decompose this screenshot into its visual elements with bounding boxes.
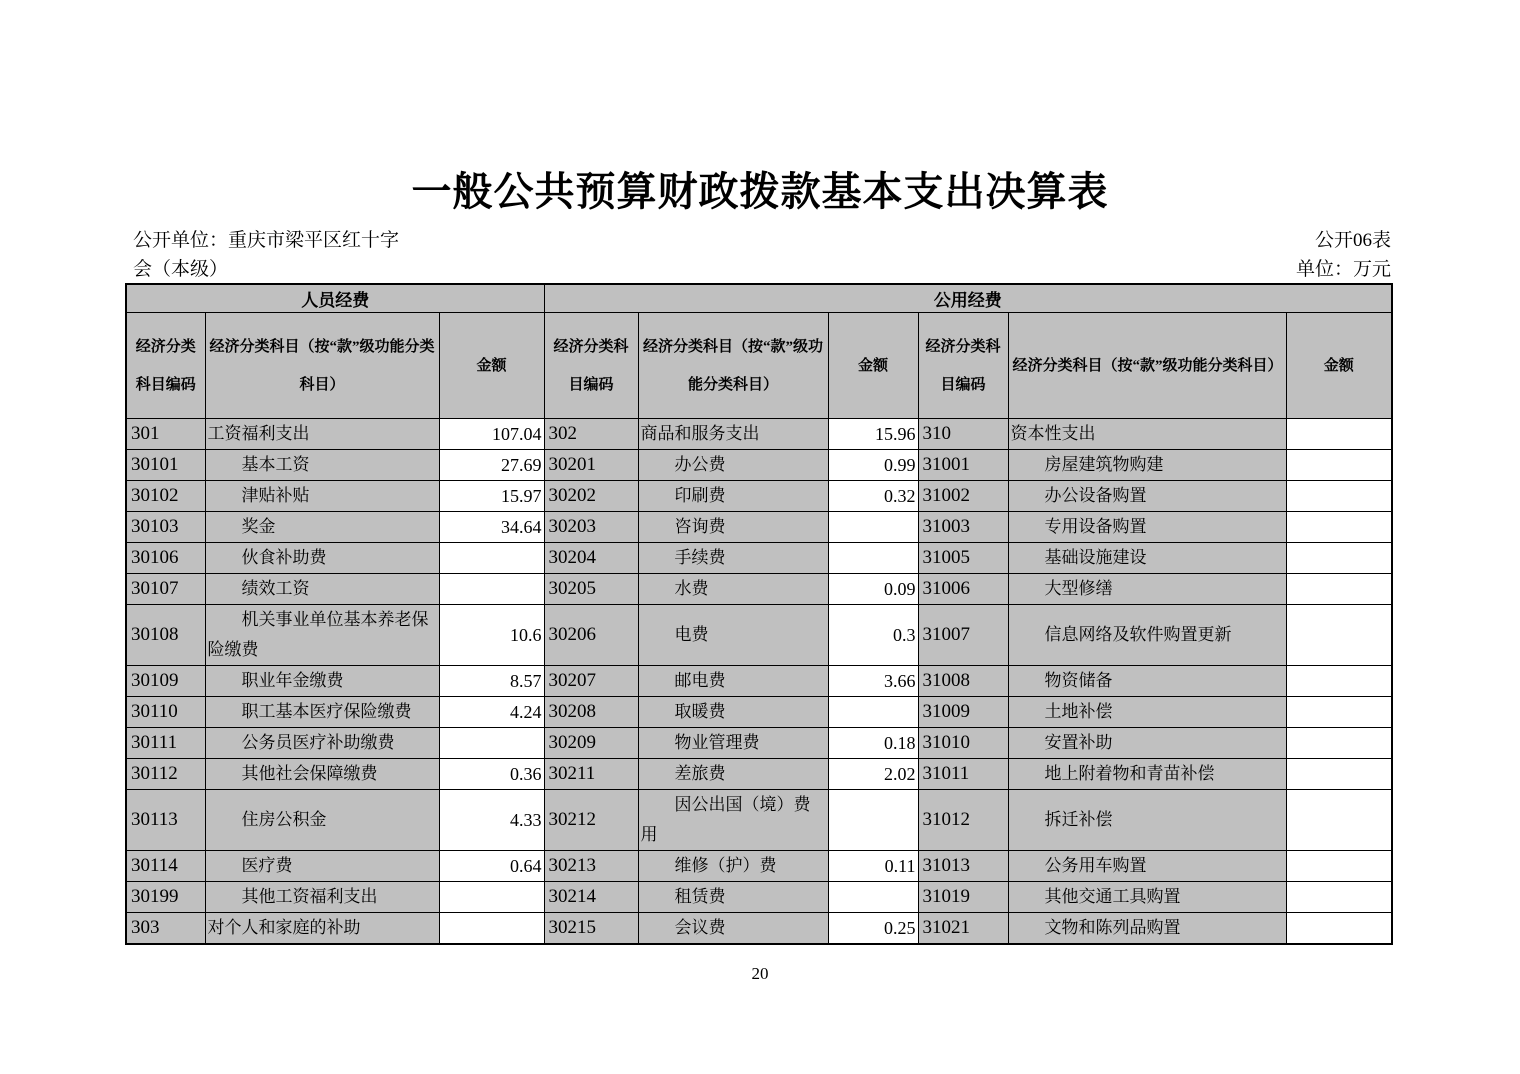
cell-econ-code: 31003 — [918, 512, 1008, 543]
cell-subject-name: 办公设备购置 — [1008, 481, 1286, 512]
table-number-label: 公开06表 — [1314, 230, 1391, 251]
cell-subject-name: 奖金 — [205, 512, 439, 543]
cell-econ-code: 30102 — [126, 481, 205, 512]
cell-amount — [439, 574, 544, 605]
cell-subject-name: 大型修缮 — [1008, 574, 1286, 605]
page-number: 20 — [751, 964, 769, 983]
cell-amount — [439, 882, 544, 913]
table-row — [126, 790, 1392, 851]
cell-amount — [1286, 666, 1392, 697]
cell-amount: 0.09 — [828, 574, 918, 605]
table-row — [126, 543, 1392, 574]
cell-econ-code: 30211 — [544, 759, 638, 790]
cell-econ-code: 30201 — [544, 450, 638, 481]
cell-amount — [1286, 481, 1392, 512]
cell-amount: 15.96 — [828, 419, 918, 450]
cell-amount — [1286, 574, 1392, 605]
cell-amount: 8.57 — [439, 666, 544, 697]
cell-amount — [828, 543, 918, 574]
cell-econ-code: 30101 — [126, 450, 205, 481]
header-econ-code-2: 经济分类科目编码 — [544, 313, 638, 419]
unit-label: 单位：万元 — [1295, 259, 1391, 280]
cell-amount: 10.6 — [439, 605, 544, 666]
cell-subject-name: 印刷费 — [638, 481, 828, 512]
cell-subject-name: 专用设备购置 — [1008, 512, 1286, 543]
cell-subject-name: 维修（护）费 — [638, 851, 828, 882]
header-amount-3: 金额 — [1286, 313, 1392, 419]
cell-subject-name: 医疗费 — [205, 851, 439, 882]
cell-subject-name: 邮电费 — [638, 666, 828, 697]
cell-amount: 107.04 — [439, 419, 544, 450]
cell-econ-code: 31019 — [918, 882, 1008, 913]
cell-econ-code: 30110 — [126, 697, 205, 728]
cell-econ-code: 30202 — [544, 481, 638, 512]
cell-econ-code: 30111 — [126, 728, 205, 759]
cell-econ-code: 30113 — [126, 790, 205, 851]
table-row — [126, 574, 1392, 605]
cell-amount — [1286, 697, 1392, 728]
cell-econ-code: 30103 — [126, 512, 205, 543]
table-row — [126, 913, 1392, 945]
page-title: 一般公共预算财政拨款基本支出决算表 — [411, 169, 1109, 214]
cell-econ-code: 30209 — [544, 728, 638, 759]
cell-econ-code: 30208 — [544, 697, 638, 728]
cell-econ-code: 31010 — [918, 728, 1008, 759]
table-meta — [1296, 226, 1391, 284]
cell-amount — [1286, 790, 1392, 851]
table-row — [126, 882, 1392, 913]
cell-subject-name: 对个人和家庭的补助 — [205, 913, 439, 945]
cell-econ-code: 310 — [918, 419, 1008, 450]
header-econ-subject-3: 经济分类科目（按“款”级功能分类科目） — [1008, 313, 1286, 419]
cell-amount — [1286, 728, 1392, 759]
cell-econ-code: 30215 — [544, 913, 638, 945]
cell-amount: 15.97 — [439, 481, 544, 512]
cell-amount: 0.3 — [828, 605, 918, 666]
cell-subject-name: 土地补偿 — [1008, 697, 1286, 728]
cell-subject-name: 办公费 — [638, 450, 828, 481]
cell-econ-code: 30106 — [126, 543, 205, 574]
header-amount-2: 金额 — [828, 313, 918, 419]
cell-econ-code: 31011 — [918, 759, 1008, 790]
cell-subject-name: 商品和服务支出 — [638, 419, 828, 450]
cell-amount — [1286, 419, 1392, 450]
table-row — [126, 481, 1392, 512]
cell-amount — [1286, 450, 1392, 481]
cell-econ-code: 30212 — [544, 790, 638, 851]
cell-amount: 0.11 — [828, 851, 918, 882]
cell-econ-code: 30213 — [544, 851, 638, 882]
cell-econ-code: 31006 — [918, 574, 1008, 605]
table-row — [126, 851, 1392, 882]
cell-amount: 4.24 — [439, 697, 544, 728]
cell-econ-code: 30207 — [544, 666, 638, 697]
cell-econ-code: 30214 — [544, 882, 638, 913]
cell-econ-code: 302 — [544, 419, 638, 450]
cell-econ-code: 301 — [126, 419, 205, 450]
cell-amount: 0.99 — [828, 450, 918, 481]
cell-subject-name: 电费 — [638, 605, 828, 666]
cell-amount — [1286, 543, 1392, 574]
cell-econ-code: 31005 — [918, 543, 1008, 574]
table-row — [126, 697, 1392, 728]
table-row — [126, 728, 1392, 759]
cell-econ-code: 31021 — [918, 913, 1008, 945]
cell-subject-name: 安置补助 — [1008, 728, 1286, 759]
cell-econ-code: 303 — [126, 913, 205, 945]
header-amount-1: 金额 — [439, 313, 544, 419]
group-header-personnel-funds: 人员经费 — [126, 284, 544, 313]
cell-subject-name: 公务员医疗补助缴费 — [205, 728, 439, 759]
cell-econ-code: 30107 — [126, 574, 205, 605]
cell-subject-name: 其他交通工具购置 — [1008, 882, 1286, 913]
table-row — [126, 605, 1392, 666]
cell-amount — [439, 728, 544, 759]
cell-econ-code: 31013 — [918, 851, 1008, 882]
cell-amount: 0.36 — [439, 759, 544, 790]
cell-subject-name: 伙食补助费 — [205, 543, 439, 574]
cell-subject-name: 基本工资 — [205, 450, 439, 481]
cell-amount — [1286, 759, 1392, 790]
cell-econ-code: 30206 — [544, 605, 638, 666]
cell-amount: 0.64 — [439, 851, 544, 882]
cell-amount: 27.69 — [439, 450, 544, 481]
publish-unit-line1: 公开单位：重庆市梁平区红十字 — [133, 230, 400, 251]
cell-amount — [828, 790, 918, 851]
cell-subject-name: 会议费 — [638, 913, 828, 945]
cell-econ-code: 30112 — [126, 759, 205, 790]
group-header-public-funds: 公用经费 — [544, 284, 1392, 313]
table-row — [126, 666, 1392, 697]
cell-subject-name: 房屋建筑物购建 — [1008, 450, 1286, 481]
cell-econ-code: 30108 — [126, 605, 205, 666]
cell-subject-name: 手续费 — [638, 543, 828, 574]
cell-econ-code: 30204 — [544, 543, 638, 574]
cell-econ-code: 30109 — [126, 666, 205, 697]
cell-subject-name: 资本性支出 — [1008, 419, 1286, 450]
cell-subject-name: 文物和陈列品购置 — [1008, 913, 1286, 945]
cell-subject-name: 其他工资福利支出 — [205, 882, 439, 913]
cell-amount — [828, 882, 918, 913]
cell-amount: 4.33 — [439, 790, 544, 851]
cell-amount — [439, 543, 544, 574]
cell-subject-name: 租赁费 — [638, 882, 828, 913]
cell-subject-name: 取暖费 — [638, 697, 828, 728]
group-header-row — [126, 284, 1392, 313]
cell-subject-name: 因公出国（境）费用 — [638, 790, 828, 851]
header-econ-subject-1: 经济分类科目（按“款”级功能分类科目） — [205, 313, 439, 419]
cell-subject-name: 拆迁补偿 — [1008, 790, 1286, 851]
cell-econ-code: 31002 — [918, 481, 1008, 512]
header-econ-code-1: 经济分类科目编码 — [126, 313, 205, 419]
cell-amount: 34.64 — [439, 512, 544, 543]
cell-subject-name: 津贴补贴 — [205, 481, 439, 512]
cell-econ-code: 30199 — [126, 882, 205, 913]
cell-subject-name: 差旅费 — [638, 759, 828, 790]
header-econ-code-3: 经济分类科目编码 — [918, 313, 1008, 419]
cell-econ-code: 31008 — [918, 666, 1008, 697]
cell-subject-name: 物业管理费 — [638, 728, 828, 759]
cell-subject-name: 职业年金缴费 — [205, 666, 439, 697]
cell-subject-name: 职工基本医疗保险缴费 — [205, 697, 439, 728]
cell-amount: 0.25 — [828, 913, 918, 945]
cell-subject-name: 其他社会保障缴费 — [205, 759, 439, 790]
cell-amount — [828, 697, 918, 728]
cell-econ-code: 31012 — [918, 790, 1008, 851]
cell-subject-name: 咨询费 — [638, 512, 828, 543]
table-row — [126, 419, 1392, 450]
table-row — [126, 512, 1392, 543]
publish-unit — [133, 226, 399, 284]
cell-subject-name: 绩效工资 — [205, 574, 439, 605]
cell-subject-name: 信息网络及软件购置更新 — [1008, 605, 1286, 666]
cell-subject-name: 工资福利支出 — [205, 419, 439, 450]
expenditure-table — [125, 283, 1393, 945]
cell-econ-code: 30205 — [544, 574, 638, 605]
cell-amount — [439, 913, 544, 945]
cell-amount — [1286, 605, 1392, 666]
cell-subject-name: 地上附着物和青苗补偿 — [1008, 759, 1286, 790]
cell-amount — [828, 512, 918, 543]
cell-econ-code: 30203 — [544, 512, 638, 543]
cell-amount: 0.18 — [828, 728, 918, 759]
column-header-row — [126, 313, 1392, 419]
cell-amount — [1286, 512, 1392, 543]
publish-unit-line2: 会（本级） — [133, 259, 229, 280]
table-row — [126, 450, 1392, 481]
cell-subject-name: 基础设施建设 — [1008, 543, 1286, 574]
cell-subject-name: 住房公积金 — [205, 790, 439, 851]
cell-econ-code: 31001 — [918, 450, 1008, 481]
cell-subject-name: 公务用车购置 — [1008, 851, 1286, 882]
cell-amount: 0.32 — [828, 481, 918, 512]
cell-subject-name: 物资储备 — [1008, 666, 1286, 697]
cell-econ-code: 30114 — [126, 851, 205, 882]
cell-econ-code: 31009 — [918, 697, 1008, 728]
cell-subject-name: 水费 — [638, 574, 828, 605]
cell-subject-name: 机关事业单位基本养老保险缴费 — [205, 605, 439, 666]
header-econ-subject-2: 经济分类科目（按“款”级功能分类科目） — [638, 313, 828, 419]
cell-econ-code: 31007 — [918, 605, 1008, 666]
table-row — [126, 759, 1392, 790]
cell-amount — [1286, 851, 1392, 882]
table-body — [126, 419, 1392, 945]
cell-amount: 3.66 — [828, 666, 918, 697]
cell-amount: 2.02 — [828, 759, 918, 790]
cell-amount — [1286, 882, 1392, 913]
cell-amount — [1286, 913, 1392, 945]
